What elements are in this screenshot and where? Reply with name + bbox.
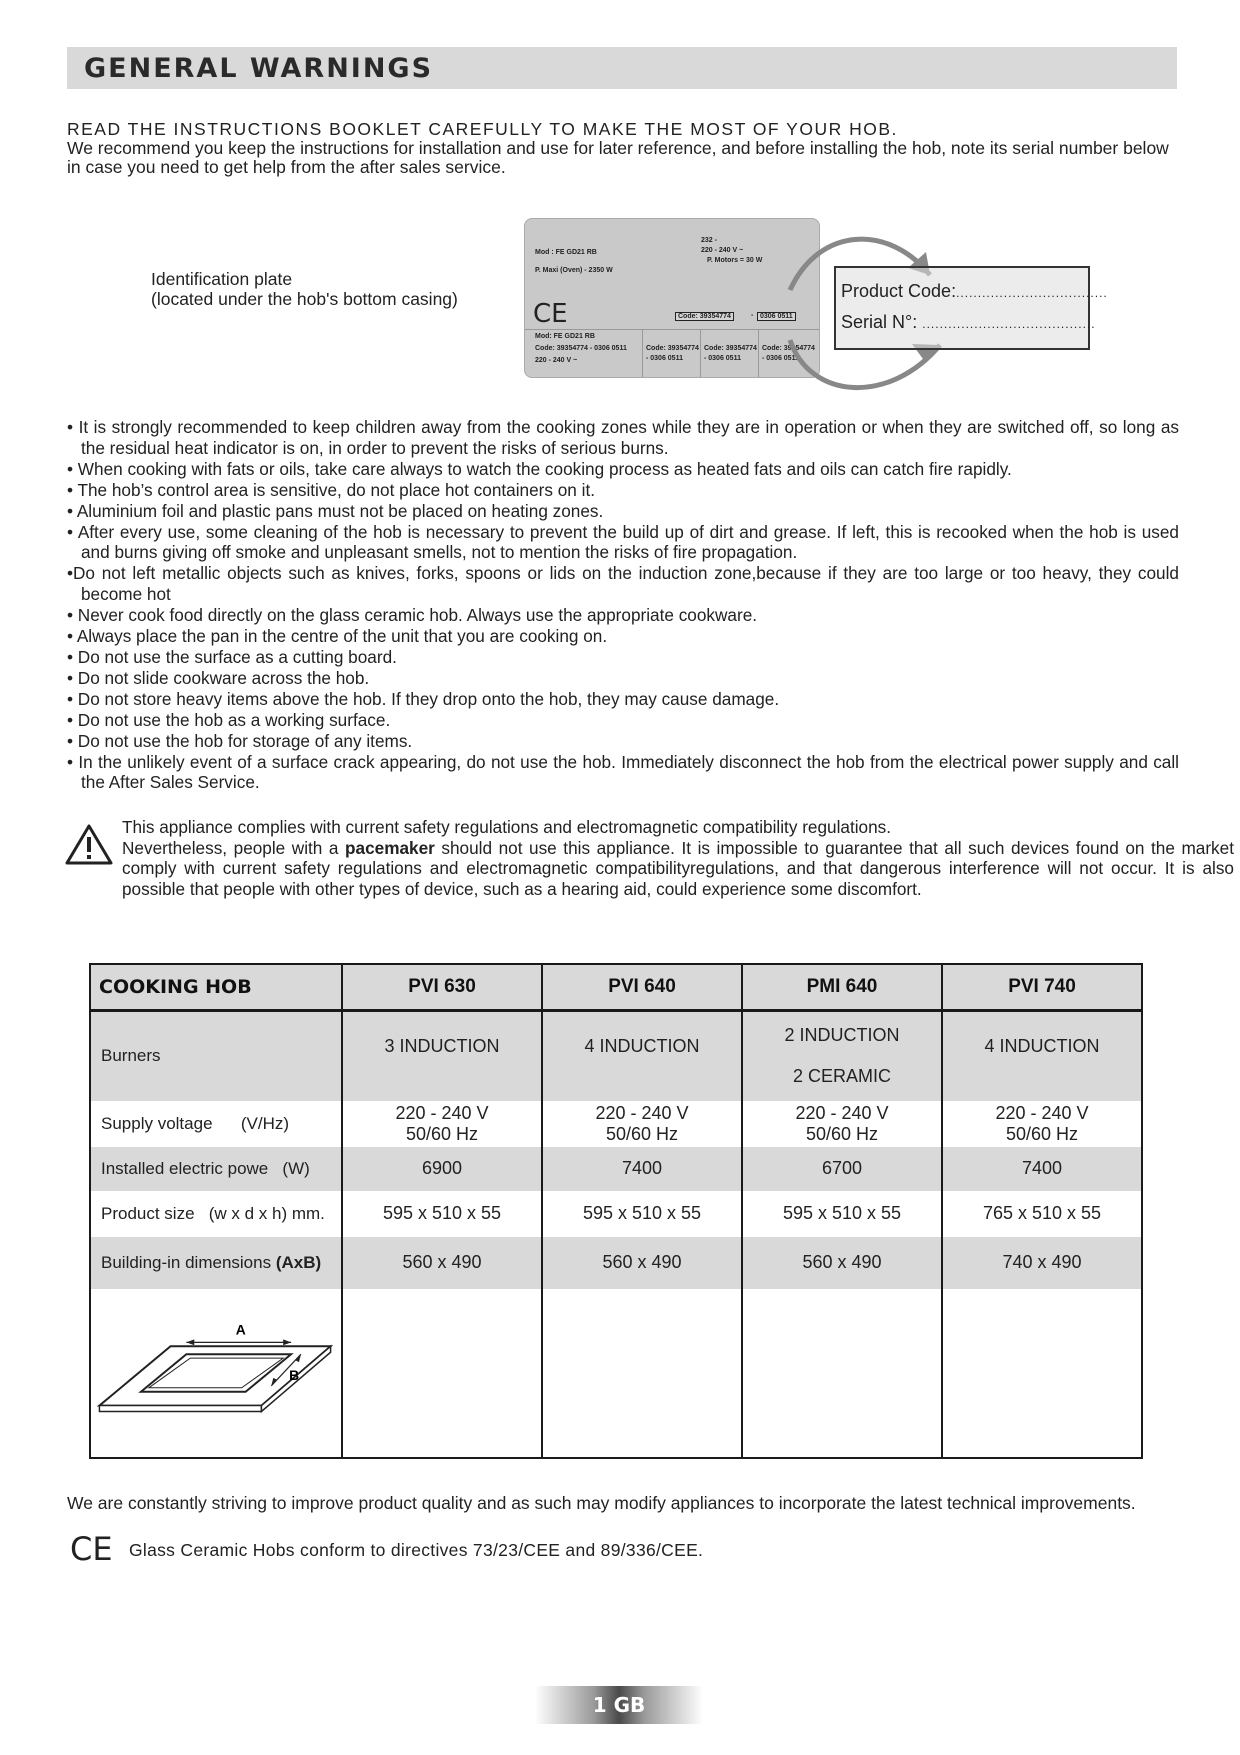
product-code-box — [834, 266, 1108, 350]
plate-stub-code: Code: 39354774 - 0306 0511 — [535, 345, 627, 352]
table-cell — [742, 1289, 942, 1458]
row-label: Installed electric powe (W) — [90, 1147, 342, 1191]
plate-stub-code: Code: 39354774 — [762, 345, 815, 352]
intro-text: We recommend you keep the instructions for installation and use for later reference, and before installing the hob, note its serial number below in case you need to get help from the after sales service. — [67, 138, 1169, 177]
table-header: PVI 630 — [342, 964, 542, 1011]
warning-line2-pre: Nevertheless, people with a — [122, 837, 346, 858]
table-cell: 595 x 510 x 55 — [542, 1191, 742, 1237]
table-row — [90, 1237, 1142, 1289]
table-cell: 595 x 510 x 55 — [742, 1191, 942, 1237]
table-cell: 560 x 490 — [742, 1237, 942, 1289]
plate-stub-code: Code: 39354774 — [646, 345, 699, 352]
list-item: • Never cook food directly on the glass ceramic hob. Always use the appropriate cookware. — [67, 605, 758, 626]
plate-mod: Mod : FE GD21 RB — [535, 249, 597, 256]
serial-label: Serial N°: — [841, 312, 918, 332]
table-row — [90, 1011, 1142, 1101]
list-item: • The hob’s control area is sensitive, do not place hot containers on it. — [67, 479, 596, 500]
list-item: • Do not store heavy items above the hob. If they drop onto the hob, they may cause damage. — [67, 688, 780, 709]
plate-code-left: Code: 39354774 — [675, 312, 734, 321]
plate-voltage-code: 232 - — [701, 237, 717, 244]
list-item: • Do not use the hob as a working surface. — [67, 709, 391, 730]
plate-stub-code: - 0306 0511 — [704, 355, 741, 362]
row-label: Product size (w x d x h) mm. — [90, 1191, 342, 1237]
row-label: Burners — [90, 1011, 342, 1101]
ce-icon: CE — [70, 1530, 113, 1568]
table-cell: 595 x 510 x 55 — [342, 1191, 542, 1237]
table-cell: 4 INDUCTION — [942, 1011, 1142, 1101]
table-cell — [342, 1289, 542, 1458]
table-cell: 220 - 240 V 50/60 Hz — [342, 1101, 542, 1147]
cutout-diagram — [91, 1289, 341, 1452]
table-cell: 2 INDUCTION 2 CERAMIC — [742, 1011, 942, 1101]
table-cell: 7400 — [942, 1147, 1142, 1191]
table-cell — [942, 1289, 1142, 1458]
intro — [67, 120, 1179, 177]
table-cell: 6700 — [742, 1147, 942, 1191]
table-row — [90, 1191, 1142, 1237]
ce-conformity — [67, 1530, 867, 1570]
list-item: • Do not use the hob for storage of any items. — [67, 730, 413, 751]
table-cell: 765 x 510 x 55 — [942, 1191, 1142, 1237]
table-header-row — [90, 964, 1142, 1011]
id-plate-caption-line1: Identification plate — [151, 269, 293, 289]
warning-line2-post: should not use this appliance. It is impossible to guarantee that all such devices found on the market comply with current safety regulations and electromagnetic compatibilityregulations, and that dangerous interference will not occur. It is also possible that people with other types of device, such as a hearing aid, could experience some discomfort. — [122, 837, 1234, 899]
diagram-label-b: B — [289, 1366, 300, 1383]
plate-stub-voltage: 220 - 240 V ~ — [535, 357, 578, 364]
list-item: • It is strongly recommended to keep children away from the cooking zones while they are in operation or when they are switched off, so long as the residual heat indicator is on, in order to prevent the risks of serious burns. — [67, 417, 1179, 458]
row-label: Supply voltage (V/Hz) — [90, 1101, 342, 1147]
table-header: PVI 640 — [542, 964, 742, 1011]
table-cell — [542, 1289, 742, 1458]
warning-pacemaker: pacemaker — [345, 837, 435, 858]
product-code-dots: ................................... — [956, 286, 1108, 300]
plate-ce-icon: CE — [533, 299, 568, 329]
table-header: PMI 640 — [742, 964, 942, 1011]
building-in-diagram — [90, 1289, 342, 1458]
warnings-list — [67, 417, 1179, 793]
table-row — [90, 1147, 1142, 1191]
table-cell: 220 - 240 V 50/60 Hz — [942, 1101, 1142, 1147]
ce-text: Glass Ceramic Hobs conform to directives 73/23/CEE and 89/336/CEE. — [129, 1540, 704, 1560]
plate-p-motors: P. Motors = 30 W — [707, 257, 763, 264]
page-number: 1 GB — [535, 1686, 703, 1724]
list-item: •Do not left metallic objects such as knives, forks, spoons or lids on the induction zone,because if they are too large or too heavy, they could become hot — [67, 563, 1179, 605]
table-cell: 7400 — [542, 1147, 742, 1191]
id-plate-caption — [151, 269, 458, 309]
list-item: • In the unlikely event of a surface crack appearing, do not use the hob. Immediately disconnect the hob from the electrical power supply and call the After Sales Service. — [67, 751, 1179, 793]
table-row — [90, 1289, 1142, 1458]
table-cell: 6900 — [342, 1147, 542, 1191]
specifications-table — [89, 963, 1143, 1459]
table-cell: 740 x 490 — [942, 1237, 1142, 1289]
list-item: • Aluminium foil and plastic pans must not be placed on heating zones. — [67, 500, 604, 521]
product-code-label: Product Code: — [841, 281, 957, 301]
table-header: PVI 740 — [942, 964, 1142, 1011]
plate-stub-mod: Mod: FE GD21 RB — [535, 333, 595, 340]
table-row — [90, 1101, 1142, 1147]
plate-stub-code: Code: 39354774 — [704, 345, 757, 352]
table-cell: 3 INDUCTION — [342, 1011, 542, 1101]
improvement-note: We are constantly striving to improve product quality and as such may modify appliances to incorporate the latest technical improvements. — [67, 1493, 1136, 1513]
intro-heading: READ THE INSTRUCTIONS BOOKLET CAREFULLY TO MAKE THE MOST OF YOUR HOB. — [67, 119, 898, 139]
list-item: • Always place the pan in the centre of the unit that you are cooking on. — [67, 626, 608, 647]
plate-code-right: 0306 0511 — [757, 312, 796, 321]
list-item: • Do not slide cookware across the hob. — [67, 667, 370, 688]
id-plate-caption-line2: (located under the hob's bottom casing) — [151, 289, 458, 309]
plate-voltage: 220 - 240 V ~ — [701, 247, 744, 254]
warning-line1: This appliance complies with current safety regulations and electromagnetic compatibility regulations. — [122, 817, 892, 837]
diagram-label-a: A — [235, 1320, 246, 1337]
serial-dots: ........................................ — [922, 317, 1096, 331]
table-cell: 560 x 490 — [542, 1237, 742, 1289]
section-header — [67, 47, 1177, 89]
table-cell: 560 x 490 — [342, 1237, 542, 1289]
identification-plate: Mod : FE GD21 RB P. Maxi (Oven) - 2350 W 232 - 220 - 240 V ~ P. Motors = 30 W CE Code: 39354774 - 0306 0511 Mod: FE GD21 RB Code: 39354774 - 0306 0511 220 - 240 V ~ Code: 39354774 - 0306 0511 Code: 39354774 - 0306 0511 Code: 39354774 - 0306 0511 — [524, 218, 820, 378]
list-item: • After every use, some cleaning of the hob is necessary to prevent the build up of dirt and grease. If left, this is recooked when the hob is used and burns giving off smoke and unpleasant smells, not to mention the risks of fire propagation. — [67, 521, 1179, 563]
row-label: Building-in dimensions (AxB) — [90, 1237, 342, 1289]
table-cell: 4 INDUCTION — [542, 1011, 742, 1101]
warning-triangle-icon — [65, 823, 113, 865]
list-item: • When cooking with fats or oils, take care always to watch the cooking process as heated fats and oils can catch fire rapidly. — [67, 458, 1012, 479]
plate-stub-code: - 0306 0511 — [646, 355, 683, 362]
table-cell: 220 - 240 V 50/60 Hz — [542, 1101, 742, 1147]
table-header: COOKING HOB — [90, 964, 342, 1011]
page-title: GENERAL WARNINGS — [84, 53, 434, 84]
plate-stub-code: - 0306 0511 — [762, 355, 799, 362]
table-cell: 220 - 240 V 50/60 Hz — [742, 1101, 942, 1147]
plate-p-maxi: P. Maxi (Oven) - 2350 W — [535, 267, 613, 274]
list-item: • Do not use the surface as a cutting board. — [67, 646, 397, 667]
